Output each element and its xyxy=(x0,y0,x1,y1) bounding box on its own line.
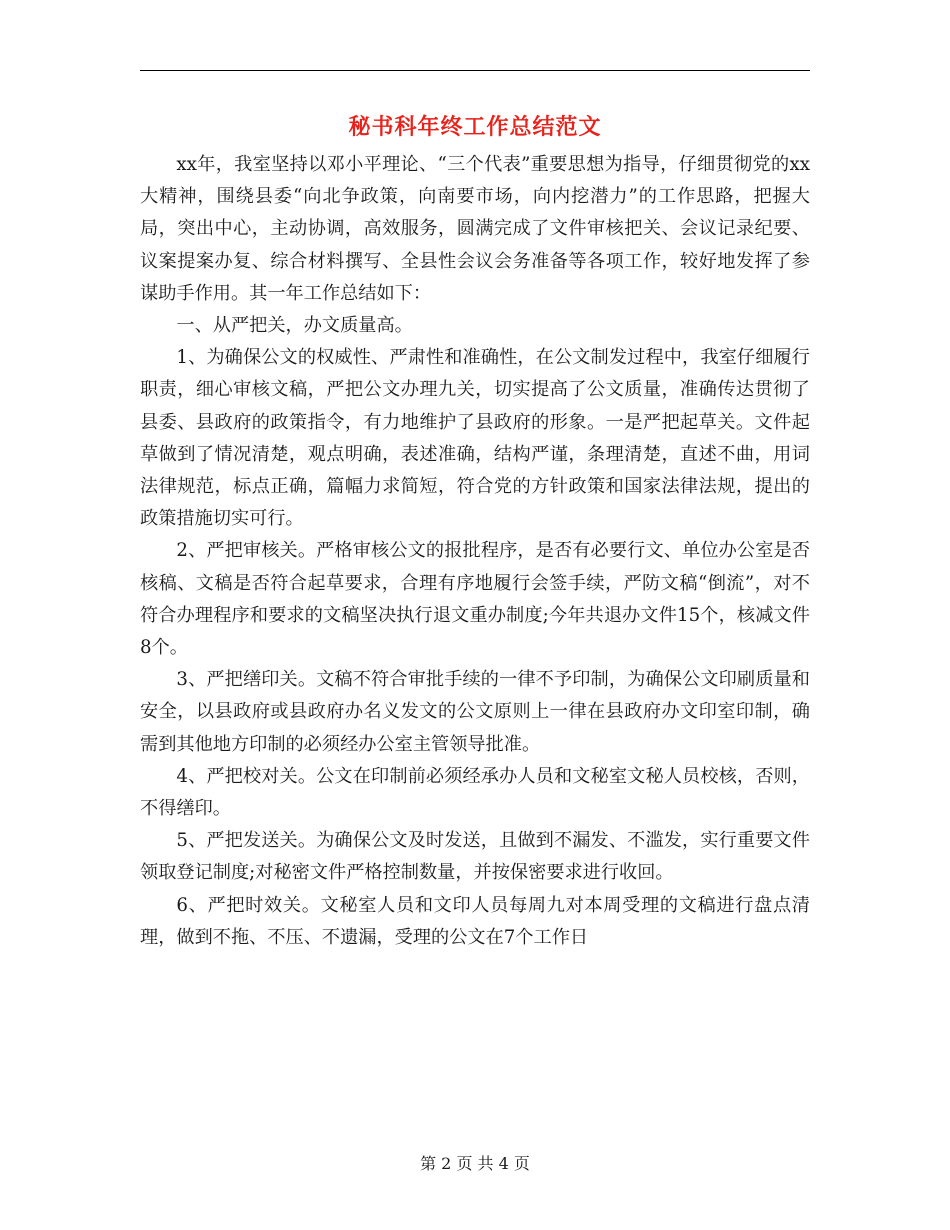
document-body xyxy=(140,149,810,954)
document-title: 秘书科年终工作总结范文 xyxy=(348,114,602,140)
paragraph-item-6: 6、严把时效关。文秘室人员和文印人员每周九对本周受理的文稿进行盘点清理，做到不拖、不压、不遗漏，受理的公文在7个工作日 xyxy=(140,894,810,948)
page-footer xyxy=(0,1152,950,1176)
paragraph-item-5: 5、严把发送关。为确保公文及时发送，且做到不漏发、不滥发，实行重要文件领取登记制度;对秘密文件严格控制数量，并按保密要求进行收回。 xyxy=(140,830,810,884)
paragraph-item-3: 3、严把缮印关。文稿不符合审批手续的一律不予印制，为确保公文印刷质量和安全，以县政府或县政府办名义发文的公文原则上一律在县政府办文印室印制，确需到其他地方印制的必须经办公室主管领导批准。 xyxy=(140,669,810,755)
page-number: 第 2 页 共 4 页 xyxy=(420,1154,530,1173)
paragraph-item-2: 2、严把审核关。严格审核公文的报批程序，是否有必要行文、单位办公室是否核稿、文稿是否符合起草要求，合理有序地履行会签手续，严防文稿“倒流”，对不符合办理程序和要求的文稿坚决执行退文重办制度;今年共退办文件15个，核减文件8个。 xyxy=(140,540,810,659)
header-rule xyxy=(140,70,810,71)
paragraph-item-1: 1、为确保公文的权威性、严肃性和准确性，在公文制发过程中，我室仔细履行职责，细心审核文稿，严把公文办理九关，切实提高了公文质量，准确传达贯彻了县委、县政府的政策指令，有力地维护了县政府的形象。一是严把起草关。文件起草做到了情况清楚，观点明确，表述准确，结构严谨，条理清楚，直述不曲，用词法律规范，标点正确，篇幅力求简短，符合党的方针政策和国家法律法规，提出的政策措施切实可行。 xyxy=(140,347,810,530)
paragraph-item-4: 4、严把校对关。公文在印制前必须经承办人员和文秘室文秘人员校核，否则，不得缮印。 xyxy=(140,765,810,820)
paragraph-intro: xx年，我室坚持以邓小平理论、“三个代表”重要思想为指导，仔细贯彻党的xx大精神，围绕县委“向北争政策，向南要市场，向内挖潜力”的工作思路，把握大局，突出中心，主动协调，高效服务，圆满完成了文件审核把关、会议记录纪要、议案提案办复、综合材料撰写、全县性会议会务准备等各项工作，较好地发挥了参谋助手作用。其一年工作总结如下： xyxy=(140,154,810,304)
section-heading: 一、从严把关，办文质量高。 xyxy=(176,315,413,337)
